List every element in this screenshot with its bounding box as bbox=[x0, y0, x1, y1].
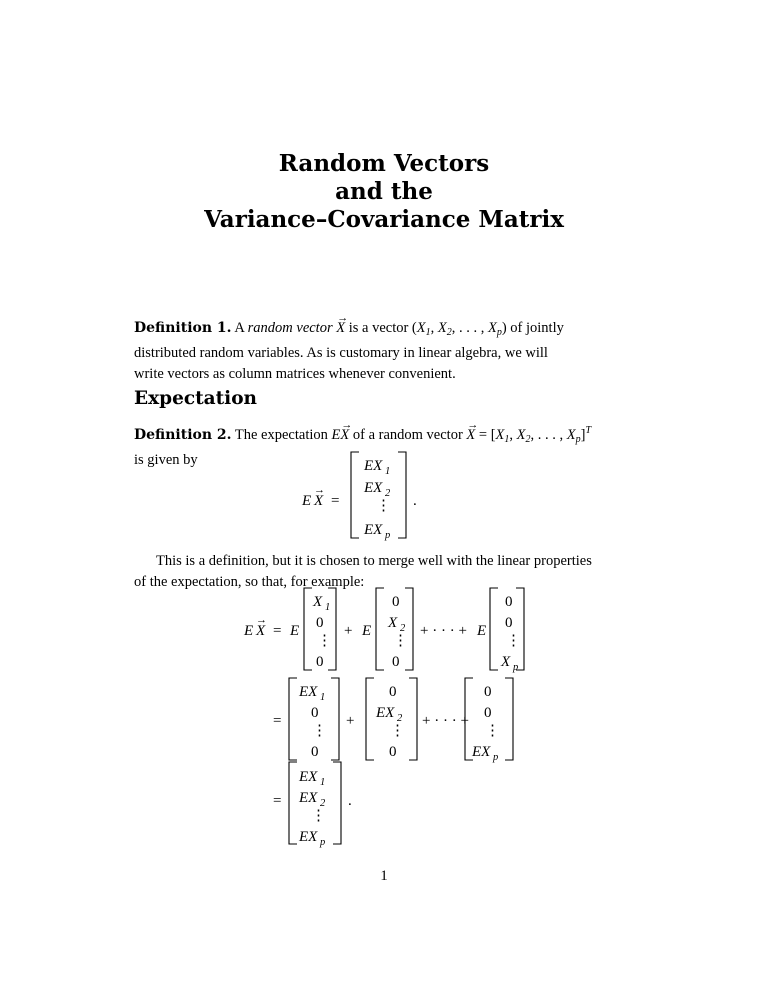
svg-text:0: 0 bbox=[484, 705, 492, 721]
svg-text:p: p bbox=[513, 662, 519, 673]
section-heading-expectation: Expectation bbox=[134, 388, 257, 409]
svg-text:2: 2 bbox=[320, 798, 326, 809]
svg-text:+: + bbox=[344, 623, 353, 639]
svg-text:EX: EX bbox=[472, 744, 491, 760]
definition-2-line-2: is given by bbox=[134, 452, 198, 468]
svg-text:p: p bbox=[385, 530, 391, 541]
svg-text:EX: EX bbox=[299, 829, 318, 845]
svg-text:E: E bbox=[244, 623, 254, 639]
paragraph-line-1: This is a definition, but it is chosen to merge well with the linear properties bbox=[156, 553, 592, 569]
svg-text:⋮: ⋮ bbox=[317, 633, 332, 649]
svg-text:+ · · · +: + · · · + bbox=[420, 623, 467, 639]
svg-text:1: 1 bbox=[385, 466, 391, 477]
svg-text:+ · · · +: + · · · + bbox=[422, 713, 469, 729]
svg-text:EX: EX bbox=[364, 458, 383, 474]
paragraph-line-2: of the expectation, so that, for example: bbox=[134, 574, 365, 590]
svg-text:=: = bbox=[273, 793, 282, 809]
svg-text:0: 0 bbox=[505, 594, 513, 610]
svg-text:0: 0 bbox=[505, 615, 513, 631]
svg-text:0: 0 bbox=[311, 744, 319, 760]
vector-x-symbol: → X bbox=[336, 318, 345, 339]
svg-text:.: . bbox=[413, 493, 417, 509]
svg-text:+: + bbox=[346, 713, 355, 729]
svg-text:X: X bbox=[313, 594, 323, 610]
svg-text:EX: EX bbox=[299, 769, 318, 785]
svg-text:2: 2 bbox=[385, 488, 391, 499]
svg-text:X: X bbox=[388, 615, 398, 631]
svg-text:p: p bbox=[320, 837, 326, 848]
svg-text:.: . bbox=[348, 793, 352, 809]
definition-1-line-1: Definition 1. A random vector → X is a vector ($X_1$, $X_2$, . . . , $X_p$) of jointly bbox=[134, 318, 652, 343]
example-equation-line-1 bbox=[243, 588, 524, 673]
svg-text:X: X bbox=[314, 493, 324, 509]
svg-text:E: E bbox=[302, 493, 312, 509]
svg-text:0: 0 bbox=[389, 744, 397, 760]
svg-text:0: 0 bbox=[316, 654, 324, 670]
svg-text:0: 0 bbox=[392, 594, 400, 610]
svg-text:EX: EX bbox=[376, 705, 395, 721]
svg-text:EX: EX bbox=[364, 480, 383, 496]
definition-1-label: Definition 1. bbox=[134, 320, 232, 336]
definition-2-line-1: Definition 2. The expectation E→ X of a random vector → $X = [X_1$, $X_2$, . . . , $X_p]^T$ bbox=[134, 420, 652, 450]
svg-text:⋮: ⋮ bbox=[311, 808, 326, 824]
svg-text:=: = bbox=[273, 713, 282, 729]
svg-text:⋮: ⋮ bbox=[376, 498, 391, 514]
svg-text:=: = bbox=[331, 493, 340, 509]
svg-text:⋮: ⋮ bbox=[393, 633, 408, 649]
definition-2-label: Definition 2. bbox=[134, 427, 232, 443]
definition-1-term: random vector bbox=[247, 320, 333, 336]
svg-text:X: X bbox=[256, 623, 266, 639]
svg-text:2: 2 bbox=[397, 713, 403, 724]
svg-text:⋮: ⋮ bbox=[485, 723, 500, 739]
svg-text:E: E bbox=[477, 623, 487, 639]
definition-equation bbox=[301, 452, 417, 541]
svg-text:⋮: ⋮ bbox=[390, 723, 405, 739]
svg-text:⋮: ⋮ bbox=[312, 723, 327, 739]
page-number: 1 bbox=[380, 868, 388, 884]
svg-text:0: 0 bbox=[316, 615, 324, 631]
svg-text:→: → bbox=[256, 614, 267, 626]
title-line-2: and the bbox=[335, 178, 433, 205]
svg-text:0: 0 bbox=[392, 654, 400, 670]
svg-text:0: 0 bbox=[311, 705, 319, 721]
example-equation-line-3 bbox=[273, 762, 352, 848]
example-equation-line-2 bbox=[273, 678, 513, 763]
svg-text:EX: EX bbox=[364, 522, 383, 538]
svg-text:1: 1 bbox=[320, 692, 326, 703]
svg-text:=: = bbox=[273, 623, 282, 639]
svg-text:X: X bbox=[501, 654, 511, 670]
title-line-1: Random Vectors bbox=[278, 150, 490, 177]
svg-text:0: 0 bbox=[389, 684, 397, 700]
svg-text:1: 1 bbox=[325, 602, 331, 613]
svg-text:2: 2 bbox=[400, 623, 406, 634]
svg-text:EX: EX bbox=[299, 790, 318, 806]
svg-text:E: E bbox=[290, 623, 300, 639]
title-line-3: Variance–Covariance Matrix bbox=[204, 206, 564, 233]
svg-text:⋮: ⋮ bbox=[506, 633, 521, 649]
definition-1-line-2: distributed random variables. As is customary in linear algebra, we will bbox=[134, 345, 548, 361]
svg-text:→: → bbox=[314, 484, 325, 496]
definition-1-line-3: write vectors as column matrices whenever convenient. bbox=[134, 366, 456, 382]
svg-text:p: p bbox=[493, 752, 499, 763]
svg-text:E: E bbox=[362, 623, 372, 639]
svg-text:1: 1 bbox=[320, 777, 326, 788]
svg-text:0: 0 bbox=[484, 684, 492, 700]
svg-text:EX: EX bbox=[299, 684, 318, 700]
